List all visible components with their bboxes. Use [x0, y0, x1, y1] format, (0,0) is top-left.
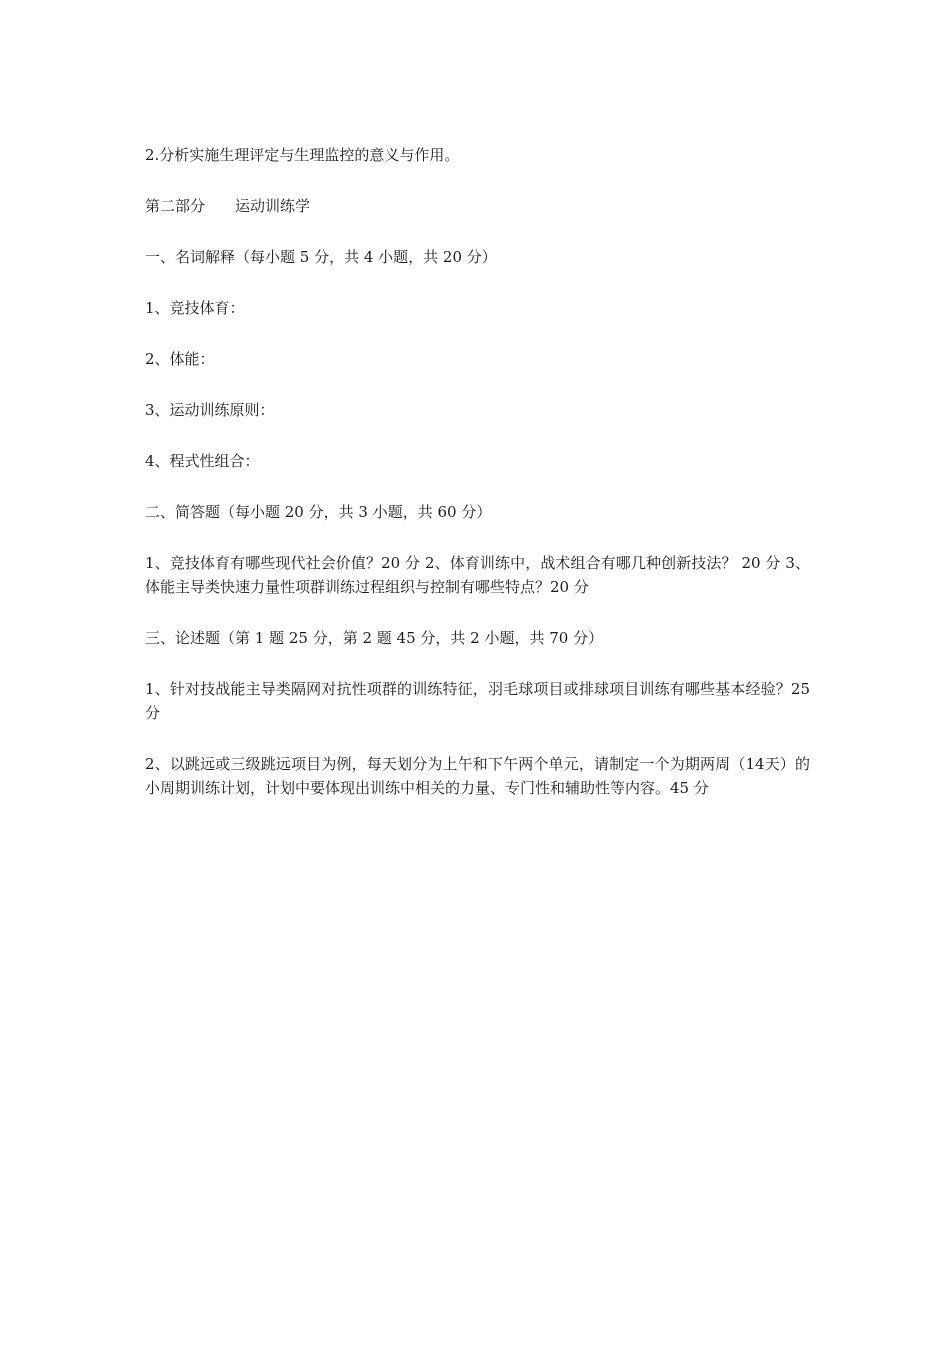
term-item: 2、体能：	[145, 350, 215, 368]
document-body	[145, 143, 810, 827]
part-heading: 一、名词解释（每小题 5 分，共 4 小题，共 20 分）	[145, 248, 497, 266]
question-text: 1、针对技战能主导类隔网对抗性项群的训练特征，羽毛球项目或排球项目训练有哪些基本经验？25 分	[145, 680, 810, 722]
section-title: 运动训练学	[235, 197, 311, 215]
term-item: 3、运动训练原则：	[145, 401, 275, 419]
part-heading: 三、论述题（第 1 题 25 分，第 2 题 45 分，共 2 小题，共 70 分）	[145, 629, 604, 647]
question-text: 2.分析实施生理评定与生理监控的意义与作用。	[145, 146, 460, 164]
section-heading	[145, 194, 810, 218]
term-item: 1、竞技体育：	[145, 299, 245, 317]
question-text: 2、以跳远或三级跳远项目为例，每天划分为上午和下午两个单元，请制定一个为期两周（14天）的小周期训练计划，计划中要体现出训练中相关的力量、专门性和辅助性等内容。45 分	[145, 755, 810, 797]
term-item: 4、程式性组合：	[145, 452, 260, 470]
part-heading: 二、简答题（每小题 20 分，共 3 小题，共 60 分）	[145, 503, 492, 521]
question-text: 1、竞技体育有哪些现代社会价值？20 分 2、体育训练中，战术组合有哪几种创新技法？ 20 分 3、体能主导类快速力量性项群训练过程组织与控制有哪些特点？20 分	[145, 554, 810, 596]
section-number: 第二部分	[145, 197, 206, 215]
